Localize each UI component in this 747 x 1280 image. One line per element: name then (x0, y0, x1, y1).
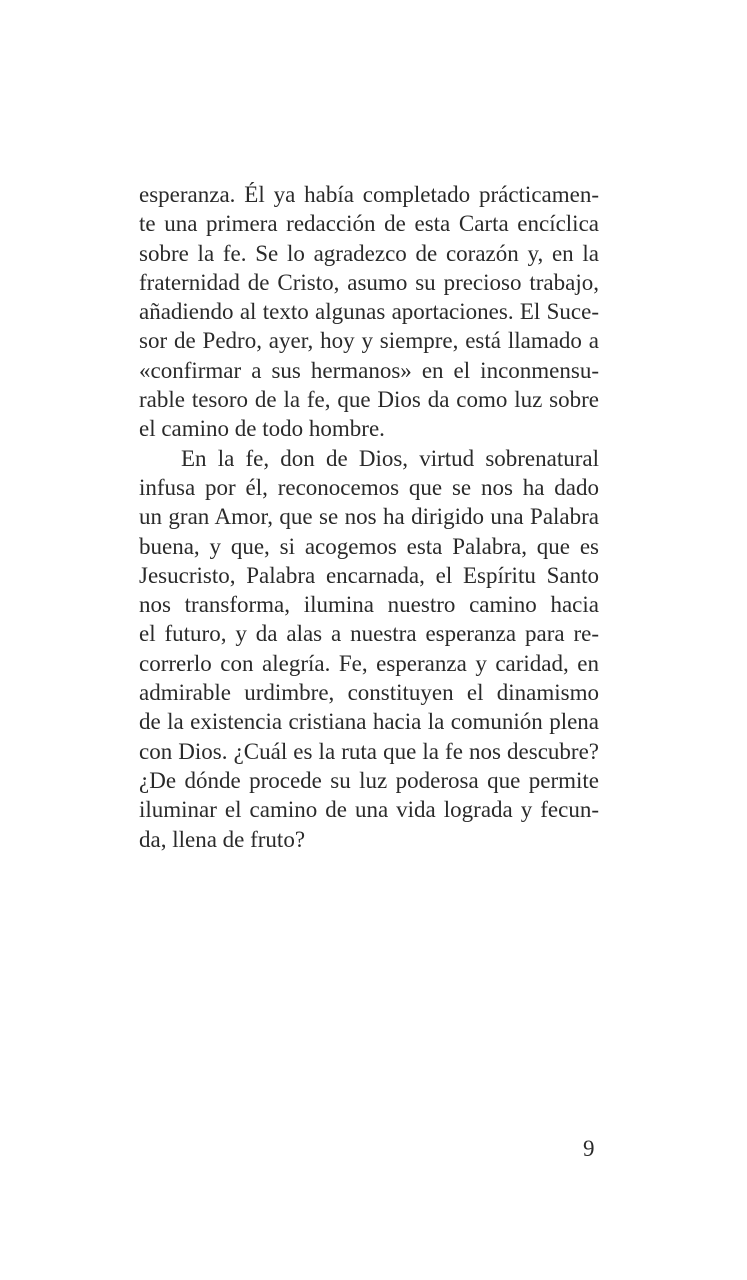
text-line: el camino de todo hombre. (139, 416, 385, 442)
text-line: da, llena de fruto? (139, 826, 306, 852)
text-line: infusa por él, reconocemos que se nos ha dado (139, 474, 599, 500)
text-line: te una primera redacción de esta Carta encíclica (139, 211, 599, 237)
text-line: nos transforma, ilumina nuestro camino hacia (139, 592, 599, 618)
text-line: admirable urdimbre, constituyen el dinamismo (139, 680, 599, 706)
paragraph-1 (139, 180, 599, 444)
text-line: con Dios. ¿Cuál es la ruta que la fe nos descubre? (139, 738, 599, 764)
text-line: Jesucristo, Palabra encarnada, el Espíritu Santo (139, 562, 599, 588)
text-line: esperanza. Él ya había completado prácticamen- (139, 182, 599, 207)
text-line: rable tesoro de la fe, que Dios da como luz sobre (139, 387, 599, 413)
body-text (139, 180, 599, 854)
paragraph-2 (139, 444, 599, 854)
text-line: ¿De dónde procede su luz poderosa que permite (139, 767, 599, 793)
text-line: sor de Pedro, ayer, hoy y siempre, está llamado a (139, 328, 599, 354)
text-line: «confirmar a sus hermanos» en el inconmensu- (139, 357, 599, 383)
text-line: de la existencia cristiana hacia la comunión plena (139, 709, 599, 735)
text-line: buena, y que, si acogemos esta Palabra, que es (139, 533, 599, 559)
text-line: un gran Amor, que se nos ha dirigido una Palabra (139, 504, 599, 530)
text-line: fraternidad de Cristo, asumo su precioso trabajo, (139, 269, 599, 295)
text-line: añadiendo al texto algunas aportaciones. El Suce- (139, 299, 599, 325)
text-line: correrlo con alegría. Fe, esperanza y caridad, en (139, 650, 599, 676)
text-line: iluminar el camino de una vida lograda y fecun- (139, 797, 599, 823)
text-line: sobre la fe. Se lo agradezco de corazón y, en la (139, 240, 599, 266)
page-number: 9 (583, 1136, 595, 1161)
text-line: el futuro, y da alas a nuestra esperanza para re- (139, 621, 599, 647)
text-line: En la fe, don de Dios, virtud sobrenatural (181, 445, 599, 471)
